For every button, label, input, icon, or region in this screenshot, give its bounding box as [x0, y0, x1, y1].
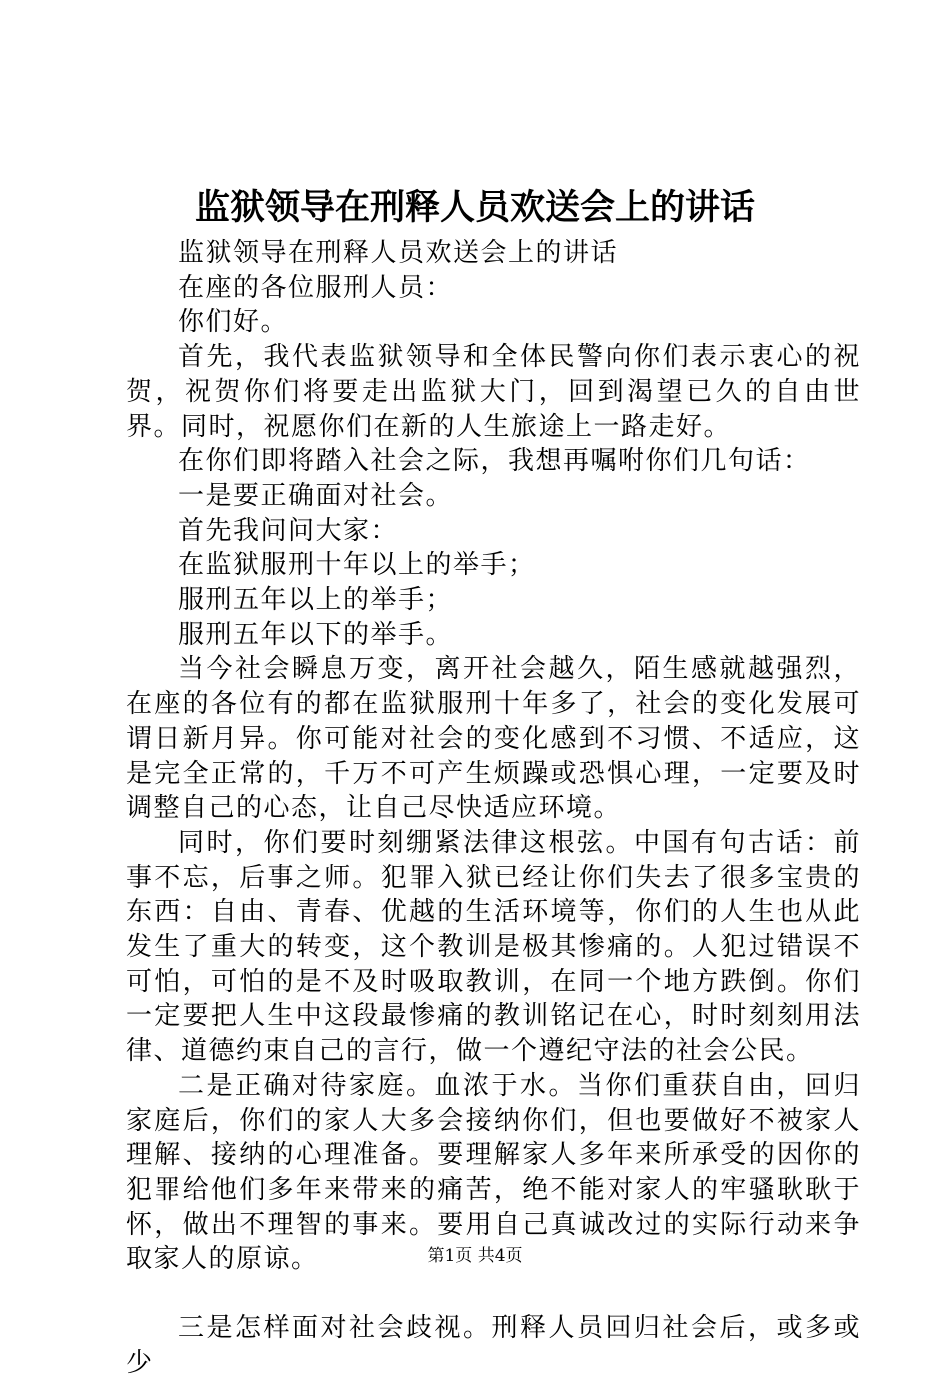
- paragraph-ten-years: 在监狱服刑十年以上的举手；: [178, 550, 536, 581]
- paragraph-five-years-above: 服刑五年以上的举手；: [178, 585, 454, 616]
- paragraph-heading-repeat: 监狱领导在刑释人员欢送会上的讲话: [178, 238, 619, 268]
- paragraph-society-changes: 当今社会瞬息万变，离开社会越久，陌生感就越强烈，在座的各位有的都在监狱服刑十年多了，社会的变化发展可谓日新月异。你可能对社会的变化感到不习惯、不适应，这是完全正常的，千万不可产生烦躁或恐惧心理，一定要及时调整自己的心态，让自己尽快适应环境。: [126, 654, 861, 824]
- document-title: 监狱领导在刑释人员欢送会上的讲话: [194, 187, 755, 228]
- page-number-footer: 第1页 共4页: [427, 1246, 523, 1266]
- paragraph-law-awareness: 同时，你们要时刻绷紧法律这根弦。中国有句古话：前事不忘，后事之师。犯罪入狱已经让你们失去了很多宝贵的东西：自由、青春、优越的生活环境等，你们的人生也从此发生了重大的转变，这个教训是极其惨痛的。人犯过错误不可怕，可怕的是不及时吸取教训，在同一个地方跌倒。你们一定要把人生中这段最惨痛的教训铭记在心，时时刻刻用法律、道德约束自己的言行，做一个遵纪守法的社会公民。: [126, 827, 861, 1067]
- paragraph-salutation: 在座的各位服刑人员：: [178, 272, 454, 303]
- paragraph-five-years-below: 服刑五年以下的举手。: [178, 619, 454, 650]
- paragraph-greeting: 你们好。: [178, 307, 289, 338]
- paragraph-intro-advice: 在你们即将踏入社会之际，我想再嘱咐你们几句话：: [178, 446, 811, 477]
- paragraph-point-three-discrimination: 三是怎样面对社会歧视。刑释人员回归社会后，或多或少: [126, 1313, 861, 1378]
- paragraph-point-two-family: 二是正确对待家庭。血浓于水。当你们重获自由，回归家庭后，你们的家人大多会接纳你们，但也要做好不被家人理解、接纳的心理准备。要理解家人多年来所承受的因你的犯罪给他们多年来带来的痛苦，绝不能对家人的牢骚耿耿于怀，做出不理智的事来。要用自己真诚改过的实际行动来争取家人的原谅。: [126, 1070, 861, 1275]
- paragraph-congratulations: 首先，我代表监狱领导和全体民警向你们表示衷心的祝贺，祝贺你们将要走出监狱大门，回到渴望已久的自由世界。同时，祝愿你们在新的人生旅途上一路走好。: [126, 342, 861, 442]
- paragraph-question: 首先我问问大家：: [178, 515, 399, 546]
- paragraph-point-one: 一是要正确面对社会。: [178, 480, 454, 511]
- document-body: [126, 236, 861, 1381]
